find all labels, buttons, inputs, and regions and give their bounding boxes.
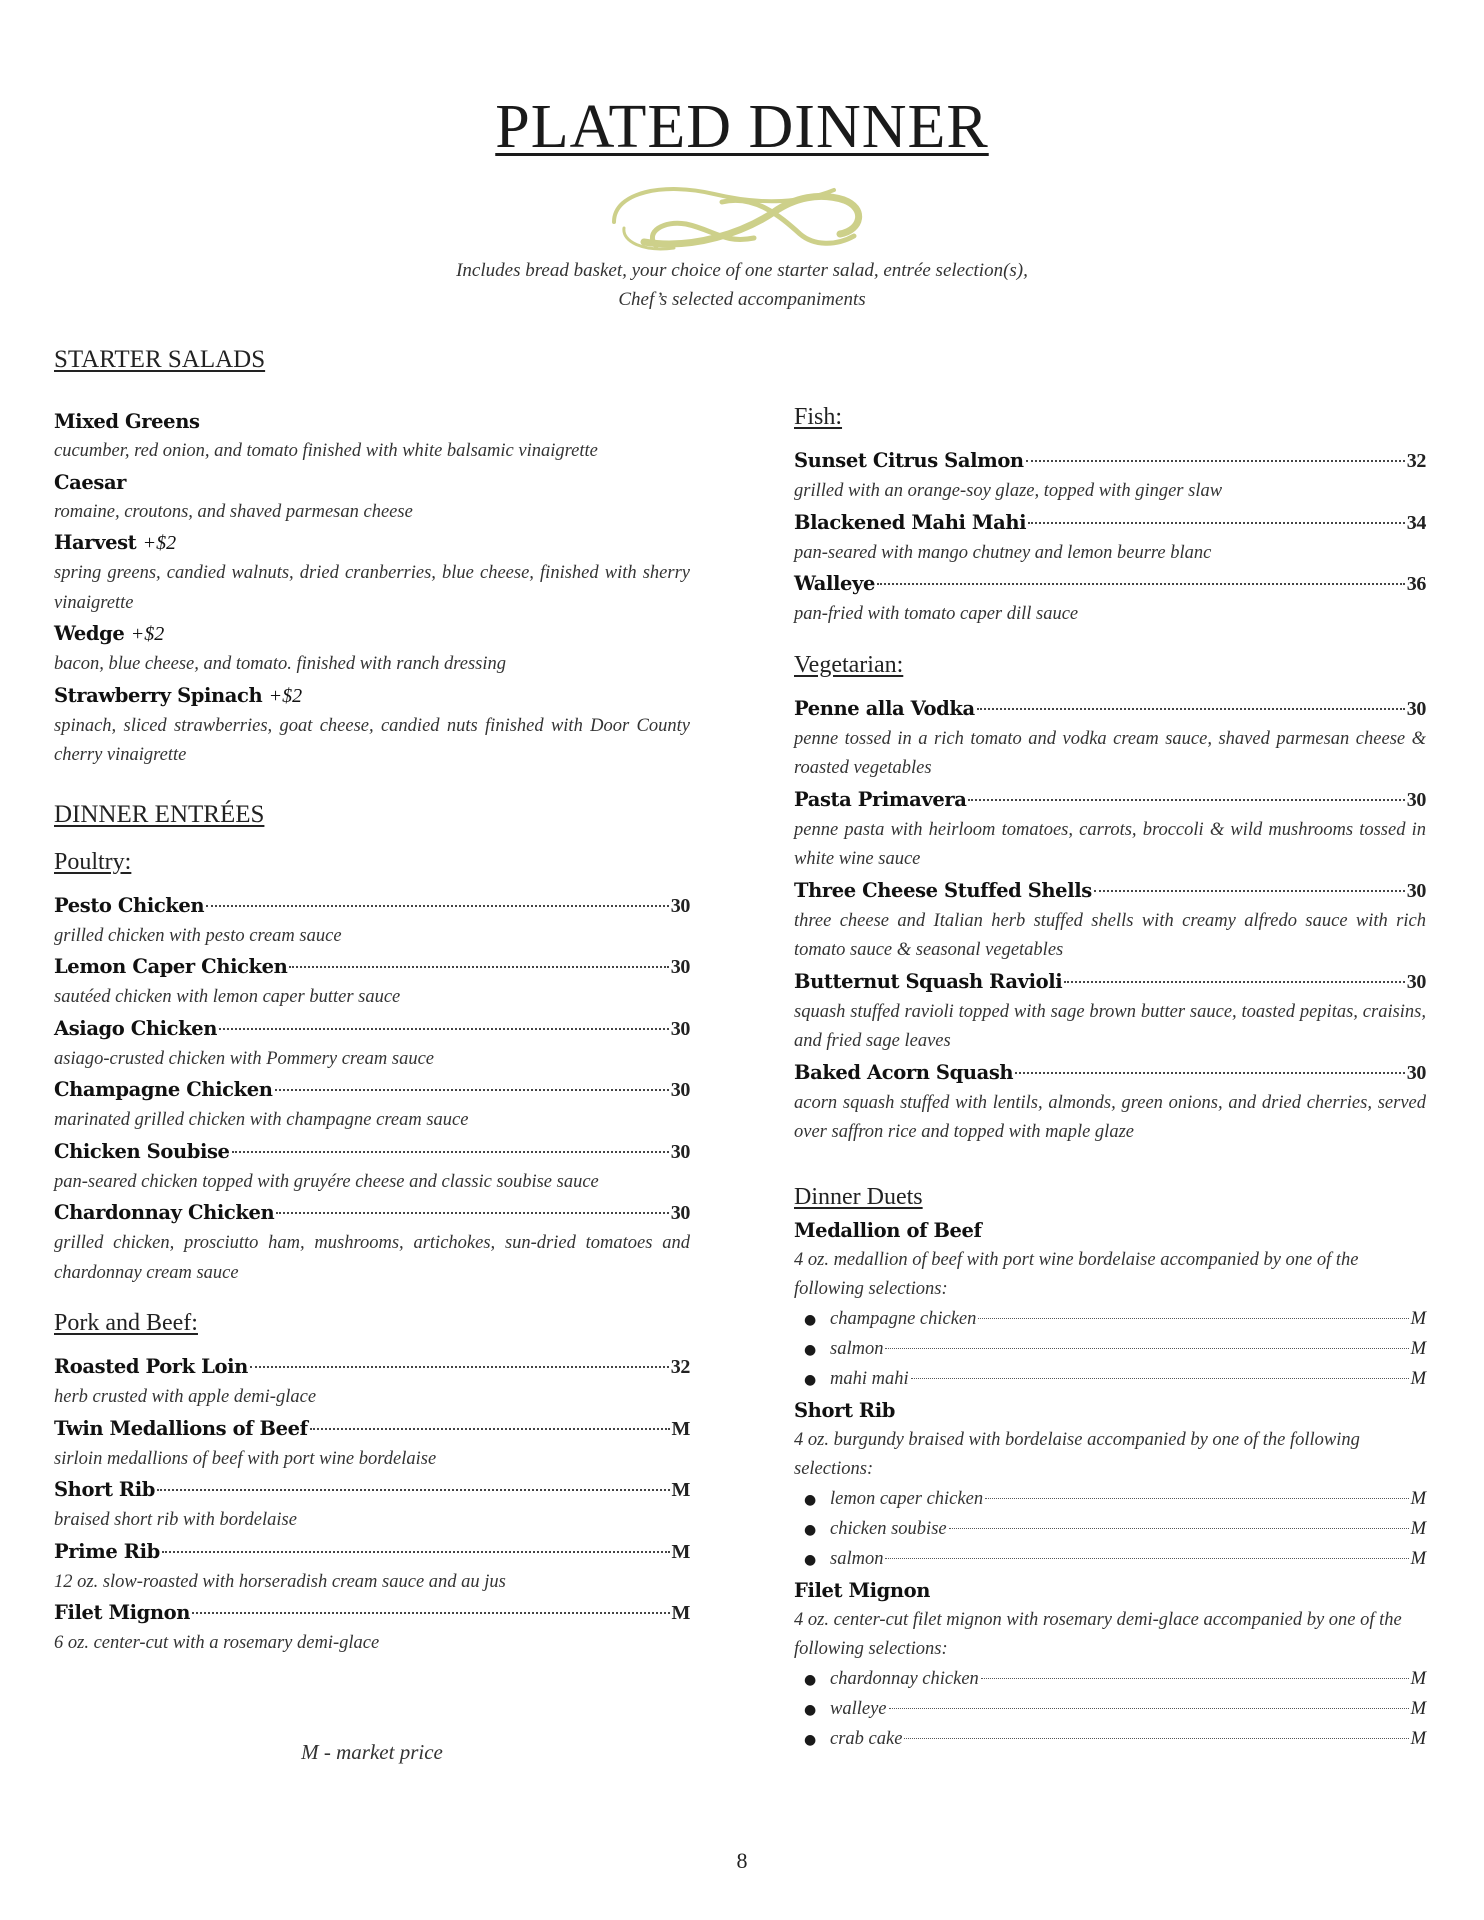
item-price: 36 — [1406, 573, 1426, 595]
entree-item — [54, 1351, 690, 1413]
item-price: M — [671, 1540, 690, 1563]
item-description: acorn squash stuffed with lentils, almonds, green onions, and dried cherries, served over saffron rice and topped with maple glaze — [794, 1092, 1426, 1142]
item-price: M — [671, 1479, 690, 1501]
item-description: sautéed chicken with lemon caper butter sauce — [54, 987, 401, 1007]
item-description: 4 oz. burgundy braised with bordelaise accompanied by one of the following selections: — [794, 1429, 1360, 1479]
list-item: ● champagne chicken M — [804, 1308, 1426, 1329]
item-price: 30 — [670, 1079, 690, 1101]
item-name: Strawberry Spinach — [54, 683, 263, 707]
item-price: M — [671, 1417, 690, 1440]
list-item: ● crab cake M — [804, 1728, 1426, 1749]
vegetarian-heading: Vegetarian: — [794, 651, 904, 678]
right-column — [794, 404, 1426, 1755]
salad-item — [54, 406, 690, 467]
item-name: Baked Acorn Squash — [794, 1060, 1014, 1084]
item-name: Medallion of Beef — [794, 1218, 982, 1242]
item-name: Filet Mignon — [54, 1601, 191, 1624]
salad-item — [54, 467, 690, 528]
salad-item — [54, 680, 690, 771]
item-price: M — [671, 1602, 690, 1624]
item-price: 30 — [1406, 970, 1426, 993]
entree-item — [54, 1074, 690, 1136]
item-description: squash stuffed ravioli topped with sage brown butter sauce, toasted pepitas, craisins, and fried sage leaves — [794, 1001, 1426, 1051]
entree-item — [794, 693, 1426, 784]
entree-item — [54, 1474, 690, 1536]
item-name: Blackened Mahi Mahi — [794, 510, 1027, 534]
item-name: Butternut Squash Ravioli — [794, 969, 1063, 993]
item-price: 32 — [1406, 450, 1426, 472]
item-name: Harvest — [54, 531, 137, 554]
item-price: 30 — [670, 1202, 690, 1224]
entree-item — [54, 951, 690, 1013]
salad-item — [54, 527, 690, 618]
item-description: 4 oz. center-cut filet mignon with rosemary demi-glace accompanied by one of the following selections: — [794, 1609, 1402, 1659]
dinner-entrees-heading: DINNER ENTRÉES — [54, 800, 265, 828]
page-title: PLATED DINNER — [495, 93, 989, 161]
entree-item — [794, 966, 1426, 1057]
item-name: Pasta Primavera — [794, 787, 967, 811]
item-price: 30 — [670, 1140, 690, 1163]
item-name: Chicken Soubise — [54, 1139, 230, 1163]
upcharge: +$2 — [268, 684, 303, 707]
entree-item — [54, 1597, 690, 1659]
item-description: pan-fried with tomato caper dill sauce — [794, 604, 1079, 624]
duet-item — [794, 1215, 1426, 1395]
list-item: ● chicken soubise M — [804, 1518, 1426, 1539]
item-description: grilled with an orange-soy glaze, topped with ginger slaw — [794, 481, 1223, 501]
item-description: sirloin medallions of beef with port wine bordelaise — [54, 1448, 437, 1469]
duet-options — [794, 1665, 1426, 1755]
item-description: 12 oz. slow-roasted with horseradish cream sauce and au jus — [54, 1571, 506, 1592]
entree-item — [54, 1013, 690, 1075]
left-column — [54, 346, 690, 1659]
decorative-flourish-icon — [604, 172, 872, 260]
dinner-duets-heading: Dinner Duets — [794, 1183, 923, 1210]
item-description: pan-seared chicken topped with gruyére cheese and classic soubise sauce — [54, 1171, 599, 1192]
intro-line-2: Chef’s selected accompaniments — [618, 289, 866, 310]
item-description: grilled chicken with pesto cream sauce — [54, 925, 342, 946]
item-name: Caesar — [54, 470, 127, 494]
market-price-note: M - market price — [301, 1740, 443, 1764]
entree-item — [794, 784, 1426, 875]
item-name: Mixed Greens — [54, 410, 200, 433]
item-description: asiago-crusted chicken with Pommery cream sauce — [54, 1048, 434, 1069]
duet-item — [794, 1395, 1426, 1575]
intro-line-1: Includes bread basket, your choice of one starter salad, entrée selection(s), — [456, 260, 1028, 281]
item-price: 30 — [670, 956, 690, 978]
item-name: Prime Rib — [54, 1539, 160, 1563]
entree-item — [54, 1136, 690, 1198]
item-description: three cheese and Italian herb stuffed shells with creamy alfredo sauce with rich tomato sauce & seasonal vegetables — [794, 910, 1426, 960]
entree-item — [794, 445, 1426, 507]
entree-item — [794, 875, 1426, 966]
item-description: cucumber, red onion, and tomato finished with white balsamic vinaigrette — [54, 441, 598, 461]
item-name: Roasted Pork Loin — [54, 1355, 248, 1378]
item-name: Three Cheese Stuffed Shells — [794, 878, 1092, 902]
list-item: ● walleye M — [804, 1698, 1426, 1719]
item-description: spinach, sliced strawberries, goat cheese, candied nuts finished with Door County cherry vinaigrette — [54, 715, 690, 765]
item-price: 30 — [1406, 697, 1426, 720]
item-name: Filet Mignon — [794, 1578, 931, 1602]
item-price: 30 — [670, 894, 690, 917]
item-name: Pesto Chicken — [54, 893, 205, 917]
item-description: penne tossed in a rich tomato and vodka cream sauce, shaved parmesan cheese & roasted vegetables — [794, 728, 1426, 778]
item-description: 4 oz. medallion of beef with port wine bordelaise accompanied by one of the following selections: — [794, 1249, 1359, 1299]
item-name: Short Rib — [54, 1478, 155, 1501]
item-name: Lemon Caper Chicken — [54, 955, 288, 978]
item-price: 32 — [670, 1356, 690, 1378]
item-price: 30 — [670, 1017, 690, 1040]
list-item: ● salmon M — [804, 1548, 1426, 1569]
list-item: ● chardonnay chicken M — [804, 1668, 1426, 1689]
item-description: penne pasta with heirloom tomatoes, carrots, broccoli & wild mushrooms tossed in white wine sauce — [794, 819, 1426, 869]
entree-item — [54, 890, 690, 952]
item-price: 34 — [1406, 511, 1426, 534]
poultry-heading: Poultry: — [54, 848, 132, 875]
intro-text — [0, 256, 1484, 314]
item-name: Penne alla Vodka — [794, 696, 975, 720]
starter-salads-heading: STARTER SALADS — [54, 346, 266, 373]
item-description: 6 oz. center-cut with a rosemary demi-glace — [54, 1633, 380, 1653]
item-name: Chardonnay Chicken — [54, 1201, 275, 1224]
item-name: Wedge — [54, 622, 125, 645]
list-item: ● lemon caper chicken M — [804, 1488, 1426, 1509]
page-number: 8 — [736, 1848, 748, 1873]
fish-heading: Fish: — [794, 404, 843, 430]
entree-item — [794, 507, 1426, 569]
item-description: marinated grilled chicken with champagne cream sauce — [54, 1110, 469, 1130]
item-name: Champagne Chicken — [54, 1078, 273, 1101]
item-name: Sunset Citrus Salmon — [794, 449, 1024, 472]
entree-item — [794, 1057, 1426, 1148]
list-item: ● salmon M — [804, 1338, 1426, 1359]
duet-item — [794, 1575, 1426, 1755]
entree-item — [54, 1197, 690, 1288]
entree-item — [54, 1413, 690, 1475]
salad-item — [54, 618, 690, 680]
item-description: bacon, blue cheese, and tomato. finished with ranch dressing — [54, 654, 506, 674]
upcharge: +$2 — [130, 623, 165, 645]
item-description: pan-seared with mango chutney and lemon beurre blanc — [794, 542, 1212, 563]
duet-options — [794, 1305, 1426, 1395]
item-name: Twin Medallions of Beef — [54, 1416, 308, 1440]
list-item: ● mahi mahi M — [804, 1368, 1426, 1389]
item-price: 30 — [1406, 879, 1426, 902]
item-name: Asiago Chicken — [54, 1016, 218, 1040]
duet-options — [794, 1485, 1426, 1575]
upcharge: +$2 — [142, 532, 177, 554]
entree-item — [54, 1536, 690, 1598]
pork-beef-heading: Pork and Beef: — [54, 1310, 198, 1336]
item-description: grilled chicken, prosciutto ham, mushrooms, artichokes, sun-dried tomatoes and chardonnay cream sauce — [54, 1233, 690, 1283]
item-description: herb crusted with apple demi-glace — [54, 1387, 317, 1407]
item-description: braised short rib with bordelaise — [54, 1510, 297, 1530]
item-description: romaine, croutons, and shaved parmesan cheese — [54, 501, 413, 522]
item-description: spring greens, candied walnuts, dried cranberries, blue cheese, finished with sherry vinaigrette — [54, 563, 690, 613]
item-name: Short Rib — [794, 1398, 895, 1422]
item-price: 30 — [1406, 788, 1426, 811]
item-name: Walleye — [794, 572, 875, 595]
item-price: 30 — [1406, 1061, 1426, 1084]
entree-item — [794, 568, 1426, 630]
